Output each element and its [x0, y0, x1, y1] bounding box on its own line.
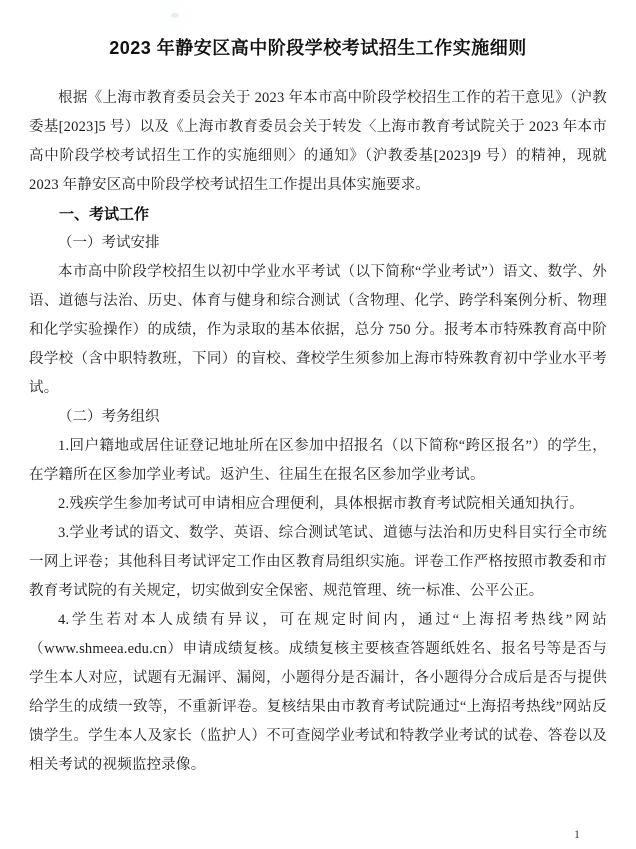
subsection-heading-exam-organization: （二）考务组织	[58, 409, 160, 425]
document-content	[0, 34, 636, 780]
scan-smudge-artifact	[171, 13, 179, 18]
subsection-heading-exam-arrangement: （一）考试安排	[58, 235, 160, 251]
paragraph-item-4-score-review: 4.学生若对本人成绩有异议，可在规定时间内，通过“上海招考热线”网站（www.shmeea.edu.cn）申请成绩复核。成绩复核主要核查答题纸姓名、报名号等是否与学生本人对应，试题有无漏评、漏阅，小题得分是否漏计，各小题得分合成后是否与提供给学生的成绩一致等，不重新评卷。复核结果由市教育考试院通过“上海招考热线”网站反馈学生。学生本人及家长（监护人）不可查阅学业考试和特教学业考试的试卷、答卷以及相关考试的视频监控录像。	[29, 612, 607, 773]
section-heading-exam-work: 一、考试工作	[59, 206, 150, 223]
page-number: 1	[574, 827, 580, 841]
paragraph-exam-arrangement: 本市高中阶段学校招生以初中学业水平考试（以下简称“学业考试”）语文、数学、外语、道德与法治、历史、体育与健身和综合测试（含物理、化学、跨学科案例分析、物理和化学实验操作）的成绩，作为录取的基本依据，总分 750 分。报考本市特殊教育高中阶段学校（含中职特教班，下同）的盲校、聋校学生须参加上海市特殊教育初中学业水平考试。	[29, 264, 607, 396]
paragraph-item-2-disabled-students: 2.残疾学生参加考试可申请相应合理便利，具体根据市教育考试院相关通知执行。	[58, 496, 584, 512]
paragraph-item-3-marking: 3.学业考试的语文、数学、英语、综合测试笔试、道德与法治和历史科目实行全市统一网上评卷；其他科目考试评定工作由区教育局组织实施。评卷工作严格按照市教委和市教育考试院的有关规定，切实做到安全保密、规范管理、统一标准、公平公正。	[29, 525, 607, 599]
paragraph-basis: 根据《上海市教育委员会关于 2023 年本市高中阶段学校招生工作的若干意见》（沪教委基[2023]5 号）以及《上海市教育委员会关于转发〈上海市教育考试院关于 2023 年本市高中阶段学校考试招生工作的实施细则〉的通知》（沪教委基[2023]9 号）的精神，现就 2023 年静安区高中阶段学校考试招生工作提出具体实施要求。	[29, 90, 607, 193]
document-title: 2023 年静安区高中阶段学校考试招生工作实施细则	[109, 38, 527, 58]
paragraph-item-1-cross-district: 1.回户籍地或居住证登记地址所在区参加中招报名（以下简称“跨区报名”）的学生，在学籍所在区参加学业考试。返沪生、往届生在报名区参加学业考试。	[29, 438, 607, 483]
